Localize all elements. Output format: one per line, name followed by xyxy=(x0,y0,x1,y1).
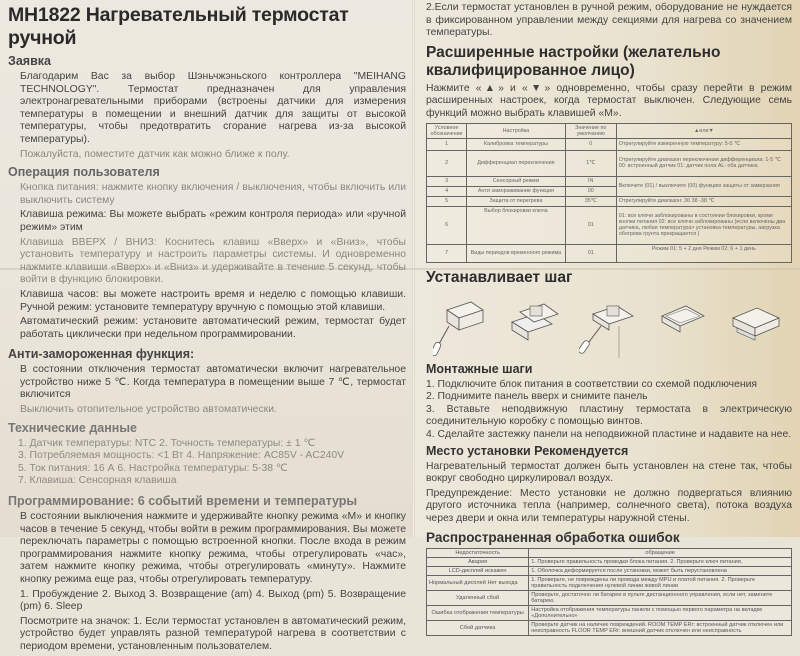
table-header-row xyxy=(427,123,792,138)
cell: Анти замораживание функция xyxy=(467,186,566,196)
intro-text: Благодарим Вас за выбор Шэньчжэньского контроллера "MEIHANG TECHNOLOGY". Термостат предназначен для управления электронагревательными приборами (встроены датчики для измерения температуры в помещении и внешний датчик для защиты от высокой температуры, чтобы предотвратить сгорание нагрева из-за высокой температуры). xyxy=(20,71,406,145)
cell: 2 xyxy=(427,150,467,176)
heading-mounting-steps: Монтажные шаги xyxy=(426,361,533,376)
heading-programming: Программирование: 6 событий времени и температуры xyxy=(8,494,358,509)
cell: 00 xyxy=(565,186,616,196)
table-row xyxy=(427,138,792,150)
cell: Удаленный сбой xyxy=(427,590,529,605)
col-default: Значение по умолчанию xyxy=(565,123,616,138)
cell: IN xyxy=(565,176,616,186)
cell: Дифференциал переключения xyxy=(467,150,566,176)
cell: 0 xyxy=(565,138,616,150)
install-illustrations xyxy=(426,290,792,358)
cell: Калибровка температуры xyxy=(467,138,566,150)
screw-mount-plate-icon xyxy=(579,296,639,358)
heading-install-steps: Устанавливает шаг xyxy=(426,268,573,286)
cell: 35℃ xyxy=(565,196,616,206)
col-setting: Настройка xyxy=(467,123,566,138)
col-adjust: ▲или▼ xyxy=(616,123,791,138)
mounting-plate-icon xyxy=(652,296,712,358)
cell: 1℃ xyxy=(565,150,616,176)
antifreeze-text: В состоянии отключения термостат автоматически включит нагревательное устройство ниже 5 ℃. Когда температура в помещении выше 7 ℃, термостат включится xyxy=(20,364,406,401)
op-mode-key: Клавиша режима: Вы можете выбрать «режим контроля периода» или «ручной режим» этим xyxy=(20,209,406,233)
heading-install-location: Место установки Рекомендуется xyxy=(426,443,629,458)
cell: Сенсорный режим xyxy=(467,176,566,186)
cell: Отрегулируйте диапазон: 30 38 -38 ℃ xyxy=(616,196,791,206)
spec-line-3: 5. Ток питания: 16 А 6. Настройка температуры: 5-38 ℃ xyxy=(18,462,288,474)
cell: Отрегулируйте измеренную температуру: 5-5 ℃ xyxy=(616,138,791,150)
list-item: 2. Поднимите панель вверх и снимите панель xyxy=(426,391,648,403)
spec-line-2: 3. Потребляемая мощность: <1 Вт 4. Напряжение: AC85V - AC240V xyxy=(18,450,345,462)
heading-specs: Технические данные xyxy=(8,420,137,435)
table-row xyxy=(427,557,792,566)
cell: 01 xyxy=(565,244,616,262)
table-row xyxy=(427,244,792,262)
cell: 5 xyxy=(427,196,467,206)
op-power-key: Кнопка питания: нажмите кнопку включения / выключения, чтобы включить или выключить систему xyxy=(20,182,406,206)
table-row xyxy=(427,566,792,575)
table-row xyxy=(427,196,792,206)
advanced-intro: Нажмите «▲» и «▼» одновременно, чтобы сразу перейти в режим расширенных настроек, когда термостат выключен. Следующие семь функций можно выбрать клавишей «M». xyxy=(426,82,792,119)
op-updown-key: Клавиша ВВЕРХ / ВНИЗ: Коснитесь клавиш «Вверх» и «Вниз», чтобы установить температуру и настроить параметры системы. И одновременно нажмите клавиши «Вверх» и «Вниз» и удерживайте в течение 5 секунд, чтобы войти в функцию блокировки. xyxy=(20,236,406,286)
advanced-settings-table xyxy=(426,123,792,263)
heading-advanced-settings: Расширенные настройки (желательно квалифицированное лицо) xyxy=(426,43,721,79)
cell: Сбой датчика xyxy=(427,620,529,635)
list-item: 4. Сделайте застежку панели на неподвижной пластине и надавите на нее. xyxy=(426,428,792,440)
cell: 1. Оболочка деформируется после установки, может быть перустановлена xyxy=(529,566,792,575)
table-row xyxy=(427,206,792,244)
intro-sensor-note: Пожалуйста, поместите датчик как можно ближе к полу. xyxy=(20,148,290,160)
cell: 1 xyxy=(427,138,467,150)
cell: Проверьте датчик на наличие повреждений. ROOM TEMP ERr: встроенный датчик отключен или неисправность FLOOR TEMP ERr: внешний датчик отключен или неисправность xyxy=(529,620,792,635)
col-fault: Недостаточность xyxy=(427,548,529,557)
table-row xyxy=(427,620,792,635)
heading-intro: Заявка xyxy=(8,54,51,68)
separated-panel-icon xyxy=(506,296,566,358)
cell: Виды периодов временного режима xyxy=(467,244,566,262)
col-remedy: обращение xyxy=(529,548,792,557)
cell: Авария xyxy=(427,557,529,566)
cell: 7 xyxy=(427,244,467,262)
table-row xyxy=(427,176,792,186)
programming-events: 1. Пробуждение 2. Выход 3. Возвращение (am) 4. Выход (pm) 5. Возвращение (pm) 6. Sleep xyxy=(20,588,406,613)
cell: 1. Проверьте правильность проводки блока питания. 2. Проверьте ключ питания. xyxy=(529,557,792,566)
list-item: 1. Подключите блок питания в соответствии со схемой подключения xyxy=(426,378,758,390)
cell: 6 xyxy=(427,206,467,244)
heading-antifreeze: Анти-замороженная функция: xyxy=(8,347,195,362)
spec-line-1: 1. Датчик температуры: NTC 2. Точность температуры: ± 1 ℃ xyxy=(18,437,316,449)
assembled-thermostat-icon xyxy=(725,296,785,358)
left-column xyxy=(8,4,406,656)
cell: 01 xyxy=(565,206,616,244)
list-item: 3. Вставьте неподвижную пластину термостата в электрическую соединительную коробку с помощью винтов. xyxy=(426,403,792,428)
screwdriver-release-panel-icon xyxy=(433,296,493,358)
table-row xyxy=(427,590,792,605)
table-row xyxy=(427,150,792,176)
location-warning: Предупреждение: Место установки не должно подвергаться влиянию другого источника тепла (например, солнечного света), потока воздуха через двери и окна или температуры наружной стены. xyxy=(426,487,792,524)
cell: LCD-дисплей искажен xyxy=(427,566,529,575)
cell: 4 xyxy=(427,186,467,196)
cell: 3 xyxy=(427,176,467,186)
cell: Включите (01) / выключите (00) функцию защиты от замерзания xyxy=(616,176,791,196)
programming-icon-note: Посмотрите на значок: 1. Если термостат установлен в автоматический режим, устройство будет управлять разной температурой нагрева в соответствии с периодом времени, установленным пользователем. xyxy=(20,615,406,652)
cell: Защита от перегрева xyxy=(467,196,566,206)
cell: Режим 01: 5 + 2 дня Режим 02: 6 + 1 день xyxy=(616,244,791,262)
antifreeze-auto-off: Выключить отопительное устройство автоматически. xyxy=(20,404,277,416)
cell: Ошибка отображения температуры xyxy=(427,605,529,620)
manual-mode-continuation: 2.Если термостат установлен в ручной режим, оборудование не нуждается в фиксированном управлении между секциями для нагрева со значением температуры. xyxy=(426,2,792,39)
col-code: Условное обозначение xyxy=(427,123,467,138)
table-row xyxy=(427,605,792,620)
op-auto-mode: Автоматический режим: установите автоматический режим, термостат будет работать циклически при недельном программировании. xyxy=(20,316,406,340)
cell: 01: все ключи заблокированы в состоянии блокировки, кроме кнопки питания 02: все ключи заблокированы (если включены два датчика, любая температура> установка температуры, нагрузка обогрева грунта прекращается ) xyxy=(616,206,791,244)
heading-error-handling: Распространенная обработка ошибок xyxy=(426,529,680,545)
programming-text: В состоянии выключения нажмите и удерживайте кнопку режима «M» и кнопку часов в течение 5 секунд, чтобы войти в режим программирования. Вы можете переключать параметры с помощью встроенной кнопки. После входа в режим программирования нажмите кнопку режима, чтобы отрегулировать «час», затем нажмите кнопку режима, чтобы отрегулировать «минуту». Нажмите кнопку режима еще раз, чтобы отрегулировать температуру. xyxy=(20,511,406,585)
cell: Проверьте, достаточно ли батареи в пульте дистанционного управления, если нет, замените батарею. xyxy=(529,590,792,605)
location-text: Нагревательный термостат должен быть установлен на стене так, чтобы вокруг свободно циркулировал воздух. xyxy=(426,460,792,485)
cell: 1. Проверьте, не повреждены ли провода между MPU и платой питания. 2. Проверьте правильность подключения нулевой линии живой линии xyxy=(529,575,792,590)
right-column xyxy=(426,2,792,636)
cell: Выбор блокировки ключа xyxy=(467,206,566,244)
cell: Отрегулируйте диапазон переключения дифференциала: 1-5 ℃ 00: встроенный датчик 01: датчик пола AL: оба датчика xyxy=(616,150,791,176)
cell: Настройка отображения температуры панели с помощью первого параметра на вкладке «Дополнительно» xyxy=(529,605,792,620)
op-clock-key: Клавиша часов: вы можете настроить время и неделю с помощью клавиши. Ручной режим: установите температуру вручную с помощью этой клавиши. xyxy=(20,288,406,313)
heading-operation: Операция пользователя xyxy=(8,165,160,180)
table-row xyxy=(427,575,792,590)
spec-line-4: 7. Клавиша: Сенсорная клавиша xyxy=(18,475,177,487)
table-header-row xyxy=(427,548,792,557)
mounting-steps-list xyxy=(426,379,792,442)
cell: Нормальный дисплей Нет выхода xyxy=(427,575,529,590)
document-title: MH1822 Нагревательный термостат ручной xyxy=(8,4,349,49)
error-handling-table xyxy=(426,548,792,636)
